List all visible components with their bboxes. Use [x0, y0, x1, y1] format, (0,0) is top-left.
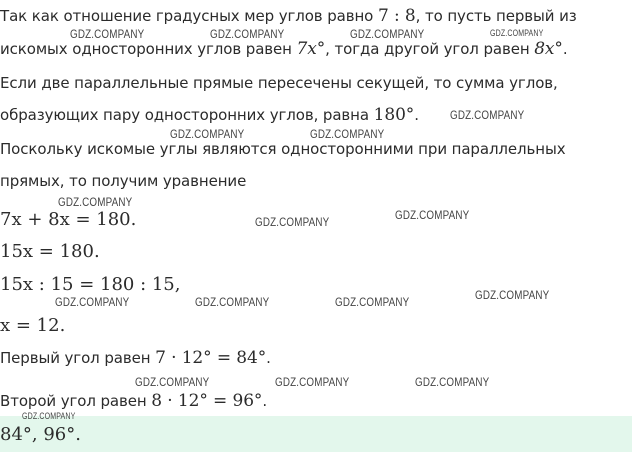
second-angle-calc: 8 · 12° = 96°	[151, 391, 263, 411]
watermark: GDZ.COMPANY	[70, 27, 145, 41]
first-angle-calc: 7 · 12° = 84°	[155, 348, 267, 368]
watermark: GDZ.COMPANY	[395, 208, 470, 222]
text-segment: Второй угол равен	[0, 392, 152, 410]
equation-2: 15x = 180.	[0, 241, 100, 262]
watermark: GDZ.COMPANY	[58, 195, 133, 209]
text-line-3: Если две параллельные прямые пересечены секущей, то сумма углов,	[0, 74, 558, 92]
text-segment: образующих пару односторонних углов, равна	[0, 106, 374, 124]
text-segment: Так как отношение градусных мер углов равно	[0, 7, 378, 25]
watermark: GDZ.COMPANY	[275, 375, 350, 389]
text-segment: .	[262, 392, 267, 410]
equation-3: 15x : 15 = 180 : 15,	[0, 274, 181, 295]
watermark: GDZ.COMPANY	[55, 295, 130, 309]
text-line-5: Поскольку искомые углы являются односторонними при параллельных	[0, 140, 566, 158]
watermark: GDZ.COMPANY	[255, 215, 330, 229]
watermark: GDZ.COMPANY	[450, 108, 525, 122]
text-segment: , тогда другой угол равен	[325, 40, 535, 58]
text-segment: .	[266, 349, 271, 367]
equation-4: x = 12.	[0, 315, 66, 336]
watermark: GDZ.COMPANY	[415, 375, 490, 389]
text-segment: .	[562, 40, 568, 58]
watermark: GDZ.COMPANY	[195, 295, 270, 309]
watermark: GDZ.COMPANY	[475, 288, 550, 302]
text-line-6: прямых, то получим уравнение	[0, 172, 247, 190]
answer-text: 84°, 96°.	[0, 424, 81, 445]
text-line-4	[0, 105, 419, 125]
text-line-first-angle	[0, 348, 271, 368]
angle-sum: 180°	[373, 105, 415, 125]
watermark: GDZ.COMPANY	[170, 127, 245, 141]
watermark: GDZ.COMPANY	[350, 27, 425, 41]
text-segment: , то пусть первый из	[415, 7, 577, 25]
text-line-2	[0, 39, 567, 59]
text-line-1	[0, 6, 577, 26]
watermark: GDZ.COMPANY	[335, 295, 410, 309]
ratio: 7 : 8	[377, 6, 416, 26]
watermark: GDZ.COMPANY	[210, 27, 285, 41]
text-segment: искомых односторонних углов равен	[0, 40, 297, 58]
equation-1: 7x + 8x = 180.	[0, 209, 137, 230]
watermark: GDZ.COMPANY	[22, 411, 76, 421]
watermark: GDZ.COMPANY	[490, 28, 544, 38]
watermark: GDZ.COMPANY	[310, 127, 385, 141]
first-angle-expr: 7x°	[296, 39, 326, 59]
text-segment: .	[414, 106, 419, 124]
text-segment: Первый угол равен	[0, 349, 156, 367]
second-angle-expr: 8x°	[534, 39, 563, 59]
answer-highlight	[0, 416, 632, 452]
watermark: GDZ.COMPANY	[135, 375, 210, 389]
text-line-second-angle	[0, 391, 267, 411]
